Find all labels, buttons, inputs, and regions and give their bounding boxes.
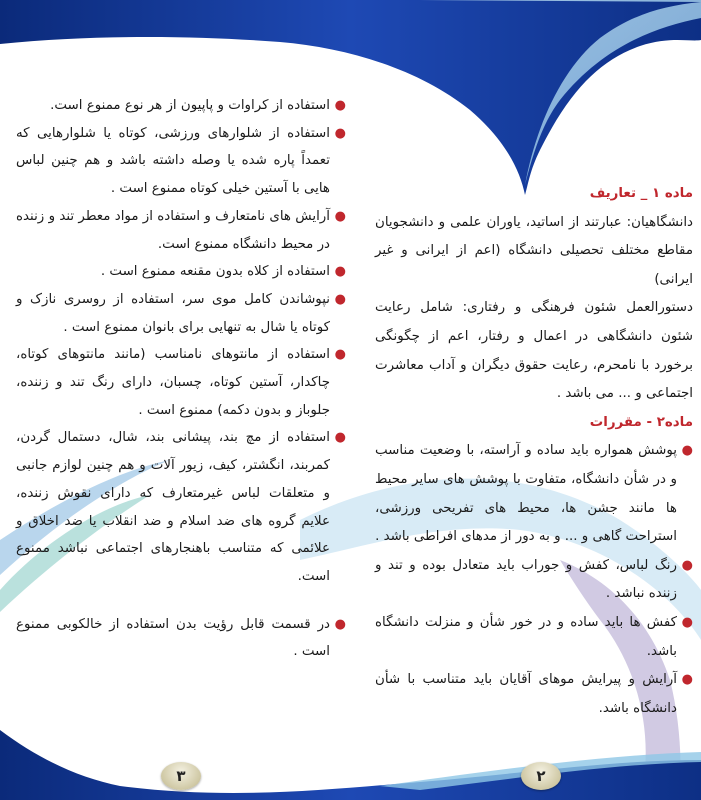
bullet-icon: ● — [334, 347, 346, 363]
rule-item: ● پوشش همواره باید ساده و آراسته، با وضعیت مناسب و در شأن دانشگاه، متفاوت با پوشش های سایر محیط ها مانند جشن ها، محیط های تفریحی ورزشی، استراحت گاهی و ... و به دور از مدهای افراطی باشد . — [375, 437, 693, 551]
spacer — [16, 591, 346, 611]
rule-item: ● استفاده از کلاه بدون مقنعه ممنوع است . — [16, 258, 346, 286]
bullet-icon: ● — [681, 443, 693, 459]
article-1-title: تعاریف — [589, 186, 637, 201]
bullet-icon: ● — [334, 616, 346, 632]
bullet-icon: ● — [334, 264, 346, 280]
rule-item-tattoo: ● در قسمت قابل رؤیت بدن استفاده از خالکوبی ممنوع است . — [16, 611, 346, 666]
definition-academics: دانشگاهیان: عبارتند از اساتید، یاوران علمی و دانشجویان مقاطع مختلف تحصیلی دانشگاه (اعم از ایرانی و غیر ایرانی) — [375, 214, 693, 287]
bullet-icon: ● — [681, 614, 693, 630]
page-number-right: ۲ — [521, 762, 561, 790]
rule-item: ● رنگ لباس، کفش و جوراب باید متعادل بوده و تند و زننده نباشد . — [375, 552, 693, 609]
definition-guidelines: دستورالعمل شئون فرهنگی و رفتاری: شامل رعایت شئون دانشگاهی در اعمال و رفتار، اعم از چگونگی برخورد با نامحرم، رعایت حقوق دیگران و آداب معاشرت اجتماعی و ... می باشد . — [375, 300, 693, 402]
article-2-heading: ماده۲ - مقررات — [589, 414, 693, 430]
left-column — [16, 92, 346, 666]
right-column — [375, 180, 693, 723]
bullet-icon: ● — [334, 125, 346, 141]
article-2-title: مقررات — [589, 414, 642, 430]
rule-item: ● آرایش های نامتعارف و استفاده از مواد معطر تند و زننده در محیط دانشگاه ممنوع است. — [16, 203, 346, 258]
article-1-heading: ماده ۱ _ تعاریف — [589, 186, 693, 201]
rule-item: ● نپوشاندن کامل موی سر، استفاده از روسری نازک و کوتاه یا شال به تنهایی برای بانوان ممنوع است . — [16, 286, 346, 341]
bullet-icon: ● — [681, 672, 693, 688]
bullet-icon: ● — [334, 291, 346, 307]
bullet-icon: ● — [681, 557, 693, 573]
rule-item: ● کفش ها باید ساده و در خور شأن و منزلت دانشگاه باشد. — [375, 609, 693, 666]
bullet-icon: ● — [334, 98, 346, 113]
bullet-icon: ● — [334, 430, 346, 446]
rule-item: ● آرایش و پیرایش موهای آقایان باید متناسب با شأن دانشگاه باشد. — [375, 666, 693, 723]
rule-item: ● استفاده از شلوارهای ورزشی، کوتاه یا شلوارهایی که تعمداً پاره شده یا وصله داشته باشد و هم چنین لباس هایی با آستین خیلی کوتاه ممنوع است . — [16, 120, 346, 203]
page-number-left: ۳ — [161, 762, 201, 790]
rule-item: ● استفاده از کراوات و پاپیون از هر نوع ممنوع است. — [16, 92, 346, 120]
bullet-icon: ● — [334, 208, 346, 224]
rule-item: ● استفاده از مانتوهای نامناسب (مانند مانتوهای کوتاه، چاکدار، آستین کوتاه، چسبان، دارای رنگ تند و زننده، جلوباز و بدون دکمه) ممنوع است . — [16, 341, 346, 424]
rule-item: ● استفاده از مچ بند، پیشانی بند، شال، دستمال گردن، کمربند، انگشتر، کیف، زیور آلات و هم چنین لوازم جانبی و متعلقات لباس غیرمتعارف که دارای نقوش زننده، علایم گروه های ضد اسلام و ضد انقلاب یا ضد اخلاق و علائمی که متناسب باهنجارهای اجتماعی نباشد ممنوع است. — [16, 424, 346, 590]
